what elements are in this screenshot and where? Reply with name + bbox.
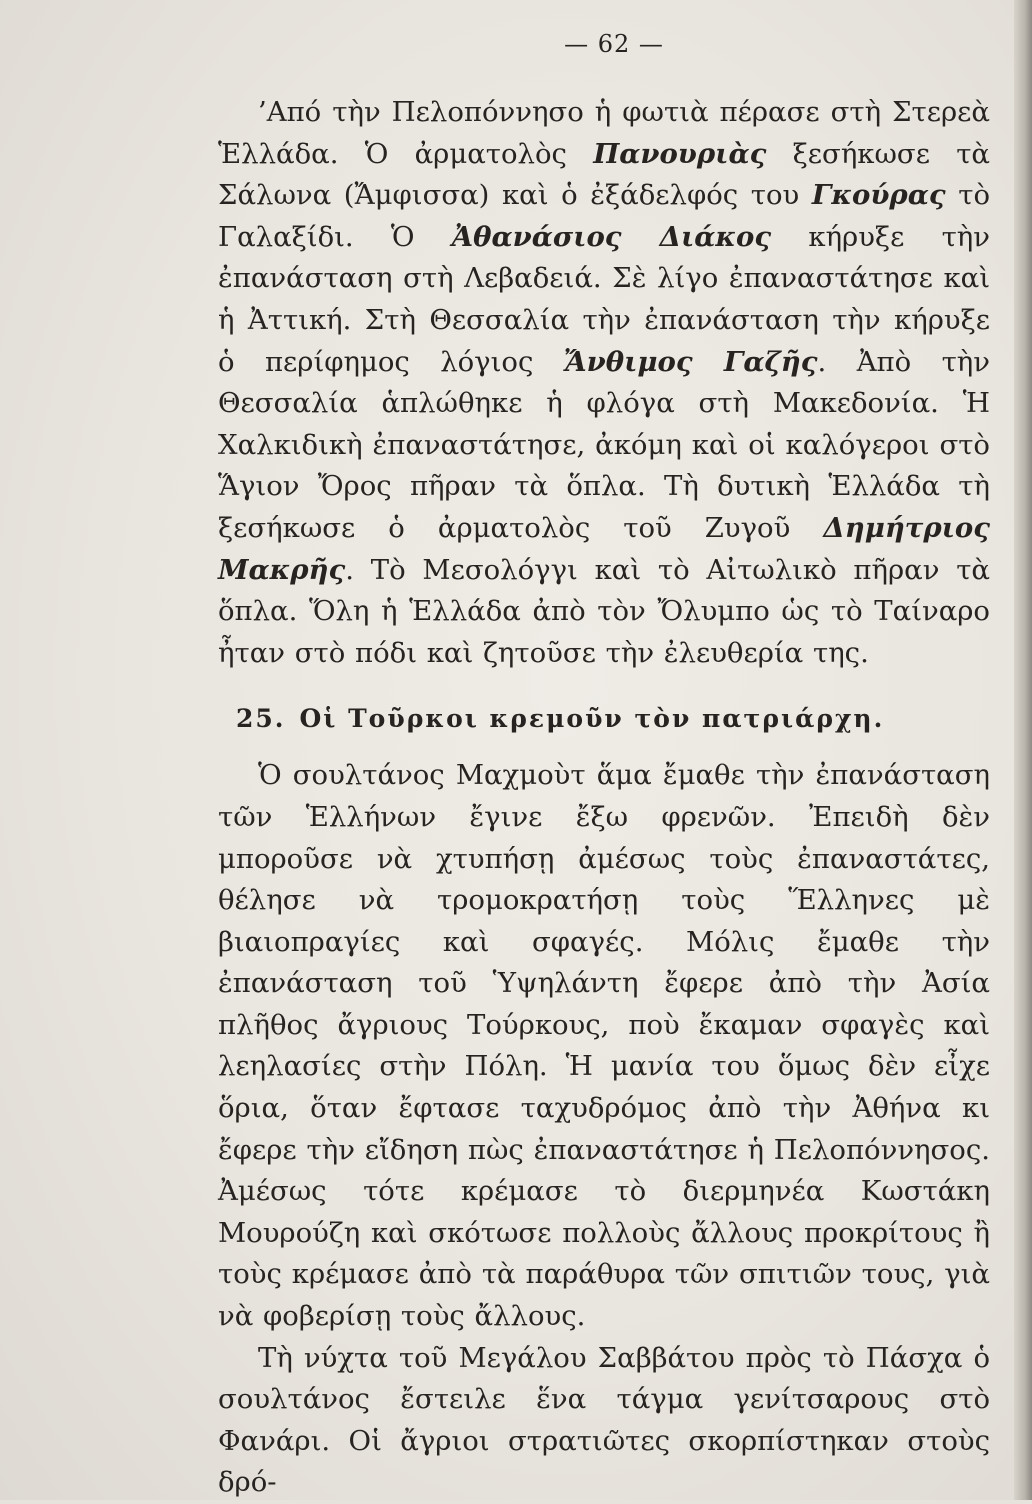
emphasized-name: Δημήτριος Μακρῆς bbox=[218, 511, 990, 586]
emphasized-name: Ἀθανάσιος Διάκος bbox=[451, 220, 772, 253]
section-heading bbox=[236, 704, 990, 733]
emphasized-name: Ἄνθιμος Γαζῆς bbox=[563, 345, 818, 378]
paragraph-3: Τὴ νύχτα τοῦ Μεγάλου Σαββάτου πρὸς τὸ Πάσχα ὁ σουλτάνος ἔστειλε ἕνα τάγμα γενίτσαρους στὸ Φανάρι. Οἱ ἄγριοι στρατιῶτες σκορπίστηκαν στοὺς δρό- bbox=[218, 1341, 990, 1499]
section-number: 25. bbox=[236, 704, 286, 734]
text-run: κήρυξε τὴν ἐπανάσταση στὴ Λεβαδειά. Σὲ λίγο ἐπαναστάτησε καὶ ἡ Ἀττική. Στὴ Θεσσαλία τὴν ἐπανάσταση τὴν κήρυξε ὁ περίφημος λόγιος bbox=[218, 220, 990, 378]
text-run: ξεσήκωσε τὰ Σάλωνα (Ἄμφισσα) καὶ ὁ ἐξάδελφός του bbox=[218, 137, 990, 212]
text-run: ’Από τὴν Πελοπόννησο ἡ φωτιὰ πέρασε στὴ Στερεὰ Ἑλλάδα. Ὁ ἀρματολὸς bbox=[218, 96, 990, 170]
page-number bbox=[0, 30, 1032, 58]
paragraph-1 bbox=[218, 92, 990, 674]
emphasized-name: Γκούρας bbox=[811, 179, 946, 212]
page-number-text: — 62 — bbox=[564, 30, 664, 58]
text-run: τὸ Γαλαξίδι. Ὁ bbox=[218, 179, 991, 253]
page-edge-shadow bbox=[1014, 0, 1032, 1500]
page-body bbox=[218, 92, 990, 1504]
text-run: . Τὸ Μεσολόγγι καὶ τὸ Αἰτωλικὸ πῆραν τὰ ὅπλα. Ὅλη ἡ Ἑλλάδα ἀπὸ τὸν Ὄλυμπο ὡς τὸ Ταίναρο ἦταν στὸ πόδι καὶ ζητοῦσε τὴν ἐλευθερία της. bbox=[218, 553, 990, 669]
text-run: . Ἀπὸ τὴν Θεσσαλία ἁπλώθηκε ἡ φλόγα στὴ Μακεδονία. Ἡ Χαλκιδικὴ ἐπαναστάτησε, ἀκόμη καὶ οἱ καλόγεροι στὸ Ἅγιον Ὄρος πῆραν τὰ ὅπλα. Τὴ δυτικὴ Ἑλλάδα τὴ ξεσήκωσε ὁ ἀρματολὸς τοῦ Ζυγοῦ bbox=[218, 345, 990, 544]
emphasized-name: Πανουριὰς bbox=[593, 137, 767, 170]
section-title-text: Οἱ Τοῦρκοι κρεμοῦν τὸν πατριάρχη. bbox=[299, 704, 885, 734]
paragraph-2: Ὁ σουλτάνος Μαχμοὺτ ἅμα ἔμαθε τὴν ἐπανάσταση τῶν Ἑλλήνων ἔγινε ἔξω φρενῶν. Ἐπειδὴ δὲν μποροῦσε νὰ χτυπήσῃ ἀμέσως τοὺς ἐπαναστάτες, θέλησε νὰ τρομοκρατήσῃ τοὺς Ἕλληνες μὲ βιαιοπραγίες καὶ σφαγές. Μόλις ἔμαθε τὴν ἐπανάσταση τοῦ Ὑψηλάντη ἔφερε ἀπὸ τὴν Ἀσία πλῆθος ἄγριους Τούρκους, ποὺ ἔκαμαν σφαγὲς καὶ λεηλασίες στὴν Πόλη. Ἡ μανία του ὅμως δὲν εἶχε ὅρια, ὅταν ἔφτασε ταχυδρόμος ἀπὸ τὴν Ἀθήνα κι ἔφερε τὴν εἴδηση πὼς ἐπαναστάτησε ἡ Πελοπόννησος. Ἀμέσως τότε κρέμασε τὸ διερμηνέα Κωστάκη Μουρούζη καὶ σκότωσε πολλοὺς ἄλλους προκρίτους ἢ τοὺς κρέμασε ἀπὸ τὰ παράθυρα τῶν σπιτιῶν τους, γιὰ νὰ φοβερίσῃ τοὺς ἄλλους. bbox=[218, 759, 990, 1333]
